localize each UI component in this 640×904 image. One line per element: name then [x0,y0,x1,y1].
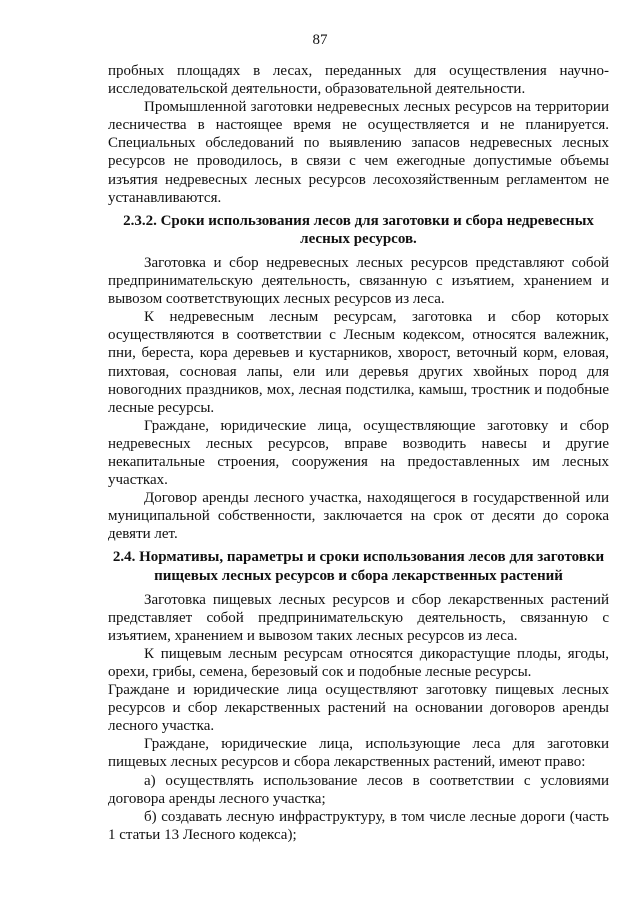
text-line: пни, береста, кора деревьев и кустарников, хворост, веточный корм, еловая, [108,345,609,362]
text-line: К недревесным лесным ресурсам, заготовка и сбор которых [144,309,609,326]
heading-line: лесных ресурсов. [300,230,417,247]
text-line: новогодних праздников, мох, лесная подстилка, камыш, тростник и подобные [108,381,609,398]
paragraph [108,772,609,808]
text-line: б) создавать лесную инфраструктуру, в том числе лесные дороги (часть [144,808,609,825]
text-line: пробных площадях в лесах, переданных для осуществления научно- [108,63,609,79]
text-line: Заготовка и сбор недревесных лесных ресурсов представляют собой [144,254,609,271]
text-line: К пищевым лесным ресурсам относятся дикорастущие плоды, ягоды, [144,645,609,662]
text-line: а) осуществлять использование лесов в соответствии с условиями [144,772,609,789]
text-line: лесного участка. [108,718,215,735]
paragraph [108,645,609,681]
paragraph [108,308,609,417]
text-line: участках. [108,472,168,489]
paragraph [108,681,609,735]
text-line: пихтовая, сосновая лапы, ели или деревья других хвойных пород для [108,363,609,380]
text-line: представляет собой предпринимательскую деятельность, связанную с [108,609,609,626]
text-line: устанавливаются. [108,189,222,206]
text-line: 1 статьи 13 Лесного кодекса); [108,826,297,843]
text-line: недревесных лесных ресурсов, вправе возводить навесы и другие [108,435,609,452]
section-heading [108,212,609,248]
text-line: изъятия недревесных лесных ресурсов лесохозяйственным регламентом не [108,171,609,188]
text-line: некапитальные строения, сооружения на предоставленных им лесных [108,453,609,470]
text-line: девяти лет. [108,526,178,543]
text-line: осуществляются в соответствии с Лесным кодексом, относятся валежник, [108,327,609,344]
text-line: Граждане и юридические лица осуществляют заготовку пищевых лесных [108,682,609,699]
heading-line: 2.4. Нормативы, параметры и сроки использования лесов для заготовки [112,549,605,566]
paragraph [108,735,609,771]
text-line: лесничества в настоящее время не осуществляется и не планируется. [108,117,609,134]
text-line: предпринимательскую деятельность, связанную с изъятием, хранением и [108,273,609,290]
paragraph [108,98,609,207]
paragraph [108,489,609,543]
text-line: изъятием, хранением и вывозом таких лесных ресурсов из леса. [108,627,518,644]
heading-line: 2.3.2. Сроки использования лесов для заготовки и сбора недревесных [123,212,594,229]
paragraph [108,62,609,98]
text-line: пищевых лесных ресурсов и сбора лекарственных растений, имеют право: [108,754,586,771]
text-line: Специальных обследований по выявлению запасов недревесных лесных [108,135,609,152]
text-line: договора аренды лесного участка; [108,790,326,807]
text-line: орехи, грибы, семена, березовый сок и подобные лесные ресурсы. [108,664,532,680]
text-line: Граждане, юридические лица, использующие леса для заготовки [144,736,609,753]
page-number: 87 [312,32,328,48]
text-line: Граждане, юридические лица, осуществляющие заготовку и сбор [144,417,609,434]
text-line: ресурсов и сбор лекарственных растений на основании договоров аренды [108,700,609,717]
section-heading [108,548,609,584]
text-line: Заготовка пищевых лесных ресурсов и сбор лекарственных растений [144,591,609,608]
text-line: муниципальной собственности, заключается на срок от десяти до сорока [108,508,609,525]
text-line: исследовательской деятельности, образовательной деятельности. [108,81,526,98]
text-line: Промышленной заготовки недревесных лесных ресурсов на территории [144,99,609,116]
text-line: ресурсов не проводилось, в связи с чем ежегодные допустимые объемы [108,153,609,170]
text-line: лесные ресурсы. [108,399,215,416]
text-line: вывозом соответствующих лесных ресурсов из леса. [108,291,445,308]
heading-line: пищевых лесных ресурсов и сбора лекарственных растений [154,567,563,584]
paragraph [108,417,609,489]
text-line: Договор аренды лесного участка, находящегося в государственной или [144,490,609,507]
paragraph [108,254,609,308]
paragraph [108,591,609,645]
document-body [108,62,609,844]
paragraph [108,808,609,844]
